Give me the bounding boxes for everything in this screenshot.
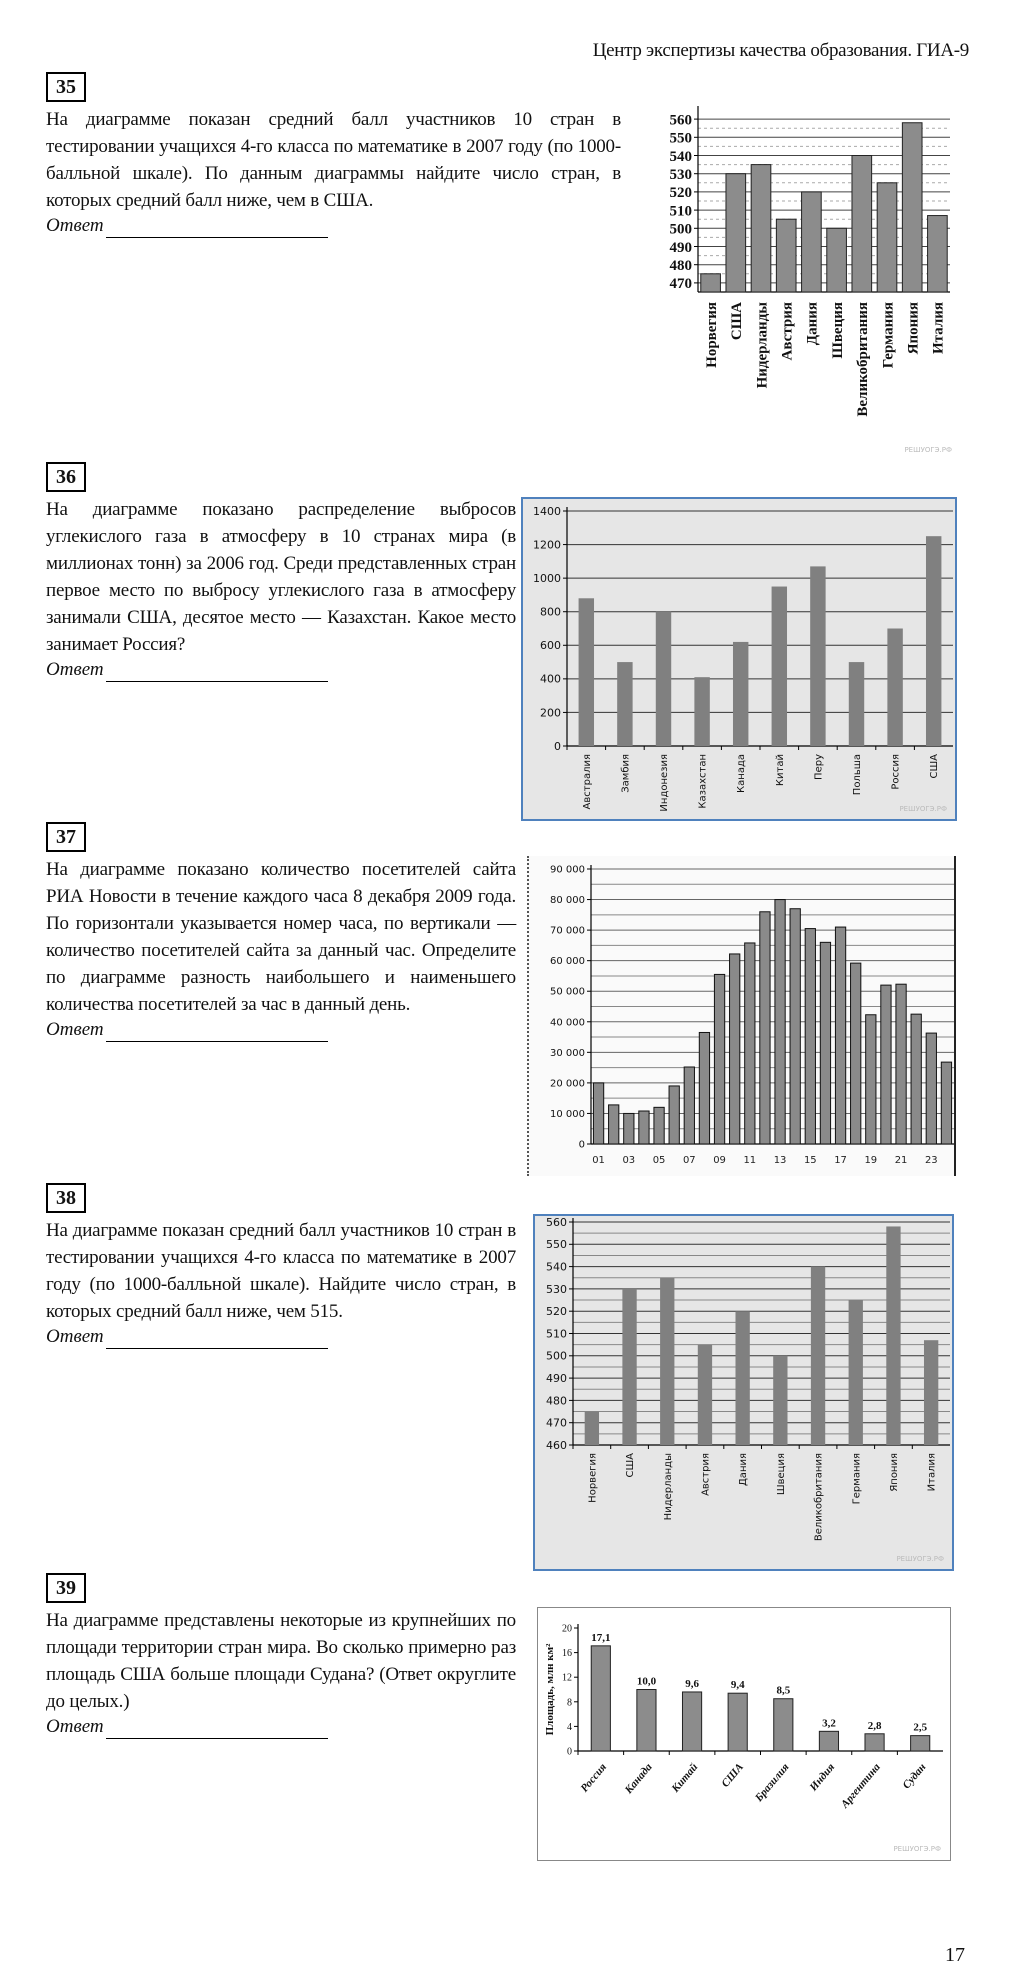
x-category-label: Судан — [900, 1761, 929, 1792]
chart-39 — [537, 1607, 951, 1861]
bar-США — [622, 1289, 636, 1445]
x-tick-label: 17 — [834, 1155, 847, 1166]
bar-Аргентина — [865, 1734, 884, 1751]
x-tick-label: 11 — [743, 1155, 757, 1166]
bar-21 — [896, 984, 906, 1144]
answer-row — [46, 214, 621, 238]
y-tick-label: 20 — [562, 1623, 572, 1635]
x-tick-label: 13 — [773, 1155, 787, 1166]
bar-02 — [609, 1105, 619, 1144]
y-tick-label: 500 — [669, 221, 692, 238]
x-category-label: Норвегия — [703, 302, 720, 368]
data-label: 2,8 — [867, 1719, 882, 1732]
bar-Канада — [637, 1690, 656, 1752]
bar-Норвегия — [585, 1412, 599, 1445]
task-39 — [46, 1573, 516, 1739]
x-tick-label: 03 — [622, 1155, 636, 1166]
y-tick-label: 510 — [546, 1327, 567, 1341]
chart-36 — [521, 497, 957, 821]
bar-Китай — [772, 587, 787, 746]
x-tick-label: 21 — [894, 1155, 908, 1166]
bar-Дания — [802, 192, 822, 292]
x-category-label: Индия — [807, 1761, 838, 1794]
x-category-label: Австрия — [700, 1453, 712, 1496]
bar-Италия — [928, 216, 948, 292]
task-35 — [46, 72, 621, 238]
bar-09 — [714, 974, 724, 1144]
y-tick-label: 0 — [578, 1139, 585, 1151]
x-category-label: Китай — [774, 754, 786, 787]
y-tick-label: 80 000 — [550, 895, 585, 907]
y-tick-label: 530 — [546, 1282, 567, 1296]
x-category-label: Перу — [813, 754, 825, 780]
answer-field[interactable] — [106, 1328, 328, 1349]
bar-19 — [866, 1015, 876, 1144]
answer-row — [46, 658, 516, 682]
bar-12 — [760, 912, 770, 1144]
bar-01 — [593, 1083, 603, 1144]
bar-14 — [790, 909, 800, 1144]
bar-Казахстан — [694, 677, 709, 746]
x-category-label: Дания — [738, 1453, 750, 1486]
x-category-label: Австралия — [581, 754, 593, 810]
x-category-label: США — [625, 1453, 637, 1478]
x-category-label: Замбия — [620, 754, 632, 793]
y-tick-label: 8 — [567, 1697, 572, 1709]
answer-field[interactable] — [106, 217, 328, 238]
y-tick-label: 470 — [669, 276, 692, 293]
x-category-label: Италия — [926, 1453, 938, 1492]
watermark: РЕШУОГЭ.РФ — [893, 1845, 941, 1853]
x-category-label: Россия — [578, 1761, 610, 1795]
y-tick-label: 500 — [546, 1349, 567, 1363]
bar-Великобритания — [852, 156, 872, 293]
answer-row — [46, 1325, 516, 1349]
y-tick-label: 460 — [546, 1438, 567, 1452]
task-text: На диаграмме показано количество посетителей сайта РИА Новости в течение каждого часа 8 декабря 2009 года. По горизонтали указывается номер часа, по вертикали — количество посетителей сайта за данный час. Определите по диаграмме разность наибольшего и наименьшего количества посетителей за час в данный день. — [46, 859, 516, 1015]
y-tick-label: 490 — [546, 1371, 567, 1385]
answer-field[interactable] — [106, 661, 328, 682]
bar-16 — [820, 942, 830, 1144]
x-category-label: Швеция — [775, 1453, 787, 1496]
x-category-label: США — [929, 754, 941, 779]
bar-Италия — [924, 1340, 938, 1445]
x-category-label: Япония — [888, 1453, 900, 1492]
task-text: На диаграмме показан средний балл участников 10 стран в тестировании учащихся 4-го класса по математике в 2007 году (по 1000-балльной шкале). Найдите число стран, в которых средний балл ниже, чем 515. — [46, 1220, 516, 1322]
x-tick-label: 19 — [864, 1155, 878, 1166]
bar-Польша — [849, 662, 864, 746]
plot-area — [578, 1628, 943, 1751]
y-tick-label: 10 000 — [550, 1108, 585, 1120]
answer-field[interactable] — [106, 1718, 328, 1739]
bar-22 — [911, 1014, 921, 1144]
task-38 — [46, 1183, 516, 1349]
bar-Германия — [849, 1300, 863, 1445]
y-tick-label: 1400 — [533, 504, 561, 518]
bar-24 — [941, 1062, 951, 1144]
x-category-label: Италия — [930, 302, 947, 355]
x-category-label: Австрия — [779, 302, 796, 361]
x-category-label: Германия — [851, 1453, 863, 1505]
bar-Австрия — [776, 219, 796, 292]
x-tick-label: 01 — [592, 1155, 605, 1166]
x-category-label: Япония — [905, 302, 922, 355]
y-tick-label: 200 — [540, 706, 561, 720]
bar-23 — [926, 1033, 936, 1144]
page-header: Центр экспертизы качества образования. ГИА-9 — [592, 40, 969, 61]
y-tick-label: 1000 — [533, 571, 561, 585]
bar-05 — [654, 1107, 664, 1144]
bar-13 — [775, 900, 785, 1144]
bar-04 — [639, 1111, 649, 1144]
watermark: РЕШУОГЭ.РФ — [896, 1555, 944, 1563]
y-tick-label: 550 — [546, 1238, 567, 1252]
y-tick-label: 40 000 — [550, 1017, 585, 1029]
task-number: 35 — [46, 72, 86, 102]
answer-field[interactable] — [106, 1021, 328, 1042]
y-tick-label: 530 — [669, 166, 692, 183]
x-category-label: США — [729, 302, 746, 341]
x-category-label: Россия — [890, 754, 902, 790]
y-tick-label: 16 — [562, 1648, 572, 1660]
bar-Перу — [810, 566, 825, 746]
answer-row — [46, 1715, 516, 1739]
y-tick-label: 4 — [567, 1721, 572, 1733]
bar-Швеция — [827, 228, 847, 292]
chart-37-svg — [529, 856, 954, 1176]
y-tick-label: 550 — [669, 130, 692, 147]
bar-Дания — [735, 1311, 749, 1445]
watermark: РЕШУОГЭ.РФ — [899, 805, 947, 813]
bar-11 — [745, 943, 755, 1144]
x-category-label: США — [719, 1761, 746, 1790]
chart-37 — [527, 856, 956, 1176]
bar-Нидерланды — [660, 1278, 674, 1445]
x-tick-label: 15 — [803, 1155, 817, 1166]
data-label: 10,0 — [636, 1675, 657, 1688]
chart-39-svg — [538, 1608, 949, 1859]
y-tick-label: 0 — [554, 739, 561, 753]
answer-label: Ответ — [46, 659, 104, 680]
y-tick-label: 20 000 — [550, 1078, 585, 1090]
task-number: 38 — [46, 1183, 86, 1213]
task-37 — [46, 822, 516, 1042]
bar-Австрия — [698, 1345, 712, 1445]
y-tick-label: 560 — [546, 1216, 567, 1229]
data-label: 8,5 — [776, 1684, 791, 1697]
y-axis-title: Площадь, млн км² — [544, 1643, 556, 1736]
bar-Швеция — [773, 1356, 787, 1445]
bar-Япония — [886, 1226, 900, 1445]
y-tick-label: 400 — [540, 672, 561, 686]
y-tick-label: 30 000 — [550, 1047, 585, 1059]
bar-Россия — [887, 629, 902, 747]
bar-06 — [669, 1086, 679, 1144]
bar-Бразилия — [774, 1699, 793, 1751]
data-label: 3,2 — [822, 1717, 836, 1730]
bar-Канада — [733, 642, 748, 746]
chart-38-svg — [535, 1216, 952, 1569]
y-tick-label: 540 — [546, 1260, 567, 1274]
x-tick-label: 23 — [924, 1155, 938, 1166]
x-category-label: Германия — [880, 302, 897, 369]
x-category-label: Норвегия — [587, 1453, 599, 1503]
y-tick-label: 90 000 — [550, 864, 585, 876]
bar-Нидерланды — [751, 165, 771, 292]
x-category-label: Нидерланды — [662, 1453, 674, 1521]
bar-Индия — [819, 1731, 838, 1751]
y-tick-label: 470 — [546, 1416, 567, 1430]
x-category-label: Китай — [669, 1761, 701, 1795]
bar-17 — [835, 927, 845, 1144]
y-tick-label: 520 — [546, 1305, 567, 1319]
page-number: 17 — [945, 1944, 965, 1966]
data-label: 9,4 — [730, 1679, 745, 1692]
y-tick-label: 490 — [669, 239, 692, 256]
data-label: 9,6 — [685, 1677, 699, 1690]
y-tick-label: 60 000 — [550, 956, 585, 968]
x-category-label: Нидерланды — [754, 302, 771, 389]
y-tick-label: 12 — [562, 1672, 572, 1684]
task-text: На диаграмме представлены некоторые из крупнейших по площади территории стран мира. Во сколько примерно раз площадь США больше площади Судана? (Ответ округлите до целых.) — [46, 1610, 516, 1712]
bar-03 — [624, 1113, 634, 1144]
bar-15 — [805, 929, 815, 1144]
x-category-label: Дания — [804, 302, 821, 346]
x-category-label: Канада — [736, 754, 748, 793]
data-label: 17,1 — [591, 1631, 611, 1644]
task-36 — [46, 462, 516, 682]
y-tick-label: 50 000 — [550, 986, 585, 998]
answer-label: Ответ — [46, 1326, 104, 1347]
bar-18 — [851, 963, 861, 1144]
x-category-label: Бразилия — [752, 1761, 792, 1805]
bar-США — [926, 536, 941, 746]
bar-Австралия — [579, 598, 594, 746]
answer-label: Ответ — [46, 1019, 104, 1040]
data-label: 2,5 — [913, 1721, 928, 1734]
task-number: 39 — [46, 1573, 86, 1603]
y-tick-label: 1200 — [533, 538, 561, 552]
answer-label: Ответ — [46, 215, 104, 236]
x-category-label: Великобритания — [855, 302, 872, 417]
answer-label: Ответ — [46, 1716, 104, 1737]
x-category-label: Казахстан — [697, 754, 709, 809]
chart-38 — [533, 1214, 954, 1571]
bar-10 — [730, 954, 740, 1144]
bar-08 — [699, 1032, 709, 1144]
x-tick-label: 07 — [682, 1155, 696, 1166]
watermark: РЕШУОГЭ.РФ — [904, 446, 952, 454]
task-number: 37 — [46, 822, 86, 852]
y-tick-label: 560 — [669, 112, 692, 129]
x-category-label: Швеция — [829, 302, 846, 359]
bar-Китай — [682, 1692, 701, 1751]
x-category-label: Аргентина — [838, 1761, 883, 1811]
x-category-label: Канада — [622, 1761, 655, 1797]
bar-20 — [881, 985, 891, 1144]
x-category-label: Индонезия — [659, 754, 670, 812]
bar-США — [726, 174, 746, 292]
bar-Замбия — [617, 662, 632, 746]
x-tick-label: 09 — [713, 1155, 726, 1166]
bar-Россия — [591, 1646, 610, 1751]
y-tick-label: 540 — [669, 148, 692, 165]
chart-35-svg — [650, 100, 960, 460]
y-tick-label: 0 — [567, 1746, 572, 1758]
bar-Германия — [877, 183, 897, 292]
task-number: 36 — [46, 462, 86, 492]
bar-Судан — [911, 1736, 930, 1751]
task-text: На диаграмме показано распределение выбросов углекислого газа в атмосферу в 10 странах мира (в миллионах тонн) за 2006 год. Среди представленных стран первое место по выбросу углекислого газа в атмосферу занимали США, десятое место — Казахстан. Какое место занимает Россия? — [46, 499, 516, 655]
chart-36-svg — [523, 499, 955, 819]
x-category-label: Польша — [852, 754, 863, 796]
y-tick-label: 480 — [669, 257, 692, 274]
y-tick-label: 480 — [546, 1394, 567, 1408]
bar-Норвегия — [701, 274, 721, 292]
bar-Индонезия — [656, 612, 671, 746]
bar-Япония — [902, 123, 922, 292]
y-tick-label: 800 — [540, 605, 561, 619]
y-tick-label: 520 — [669, 185, 692, 202]
bar-США — [728, 1693, 747, 1751]
y-tick-label: 510 — [669, 203, 692, 220]
task-text: На диаграмме показан средний балл участников 10 стран в тестировании учащихся 4-го класса по математике в 2007 году (по 1000-балльной шкале). По данным диаграммы найдите число стран, в которых средний балл ниже, чем в США. — [46, 109, 621, 211]
x-category-label: Великобритания — [813, 1453, 825, 1542]
y-tick-label: 600 — [540, 639, 561, 653]
x-tick-label: 05 — [652, 1155, 666, 1166]
chart-35 — [650, 100, 960, 460]
answer-row — [46, 1018, 516, 1042]
y-tick-label: 70 000 — [550, 925, 585, 937]
bar-07 — [684, 1067, 694, 1144]
bar-Великобритания — [811, 1267, 825, 1445]
